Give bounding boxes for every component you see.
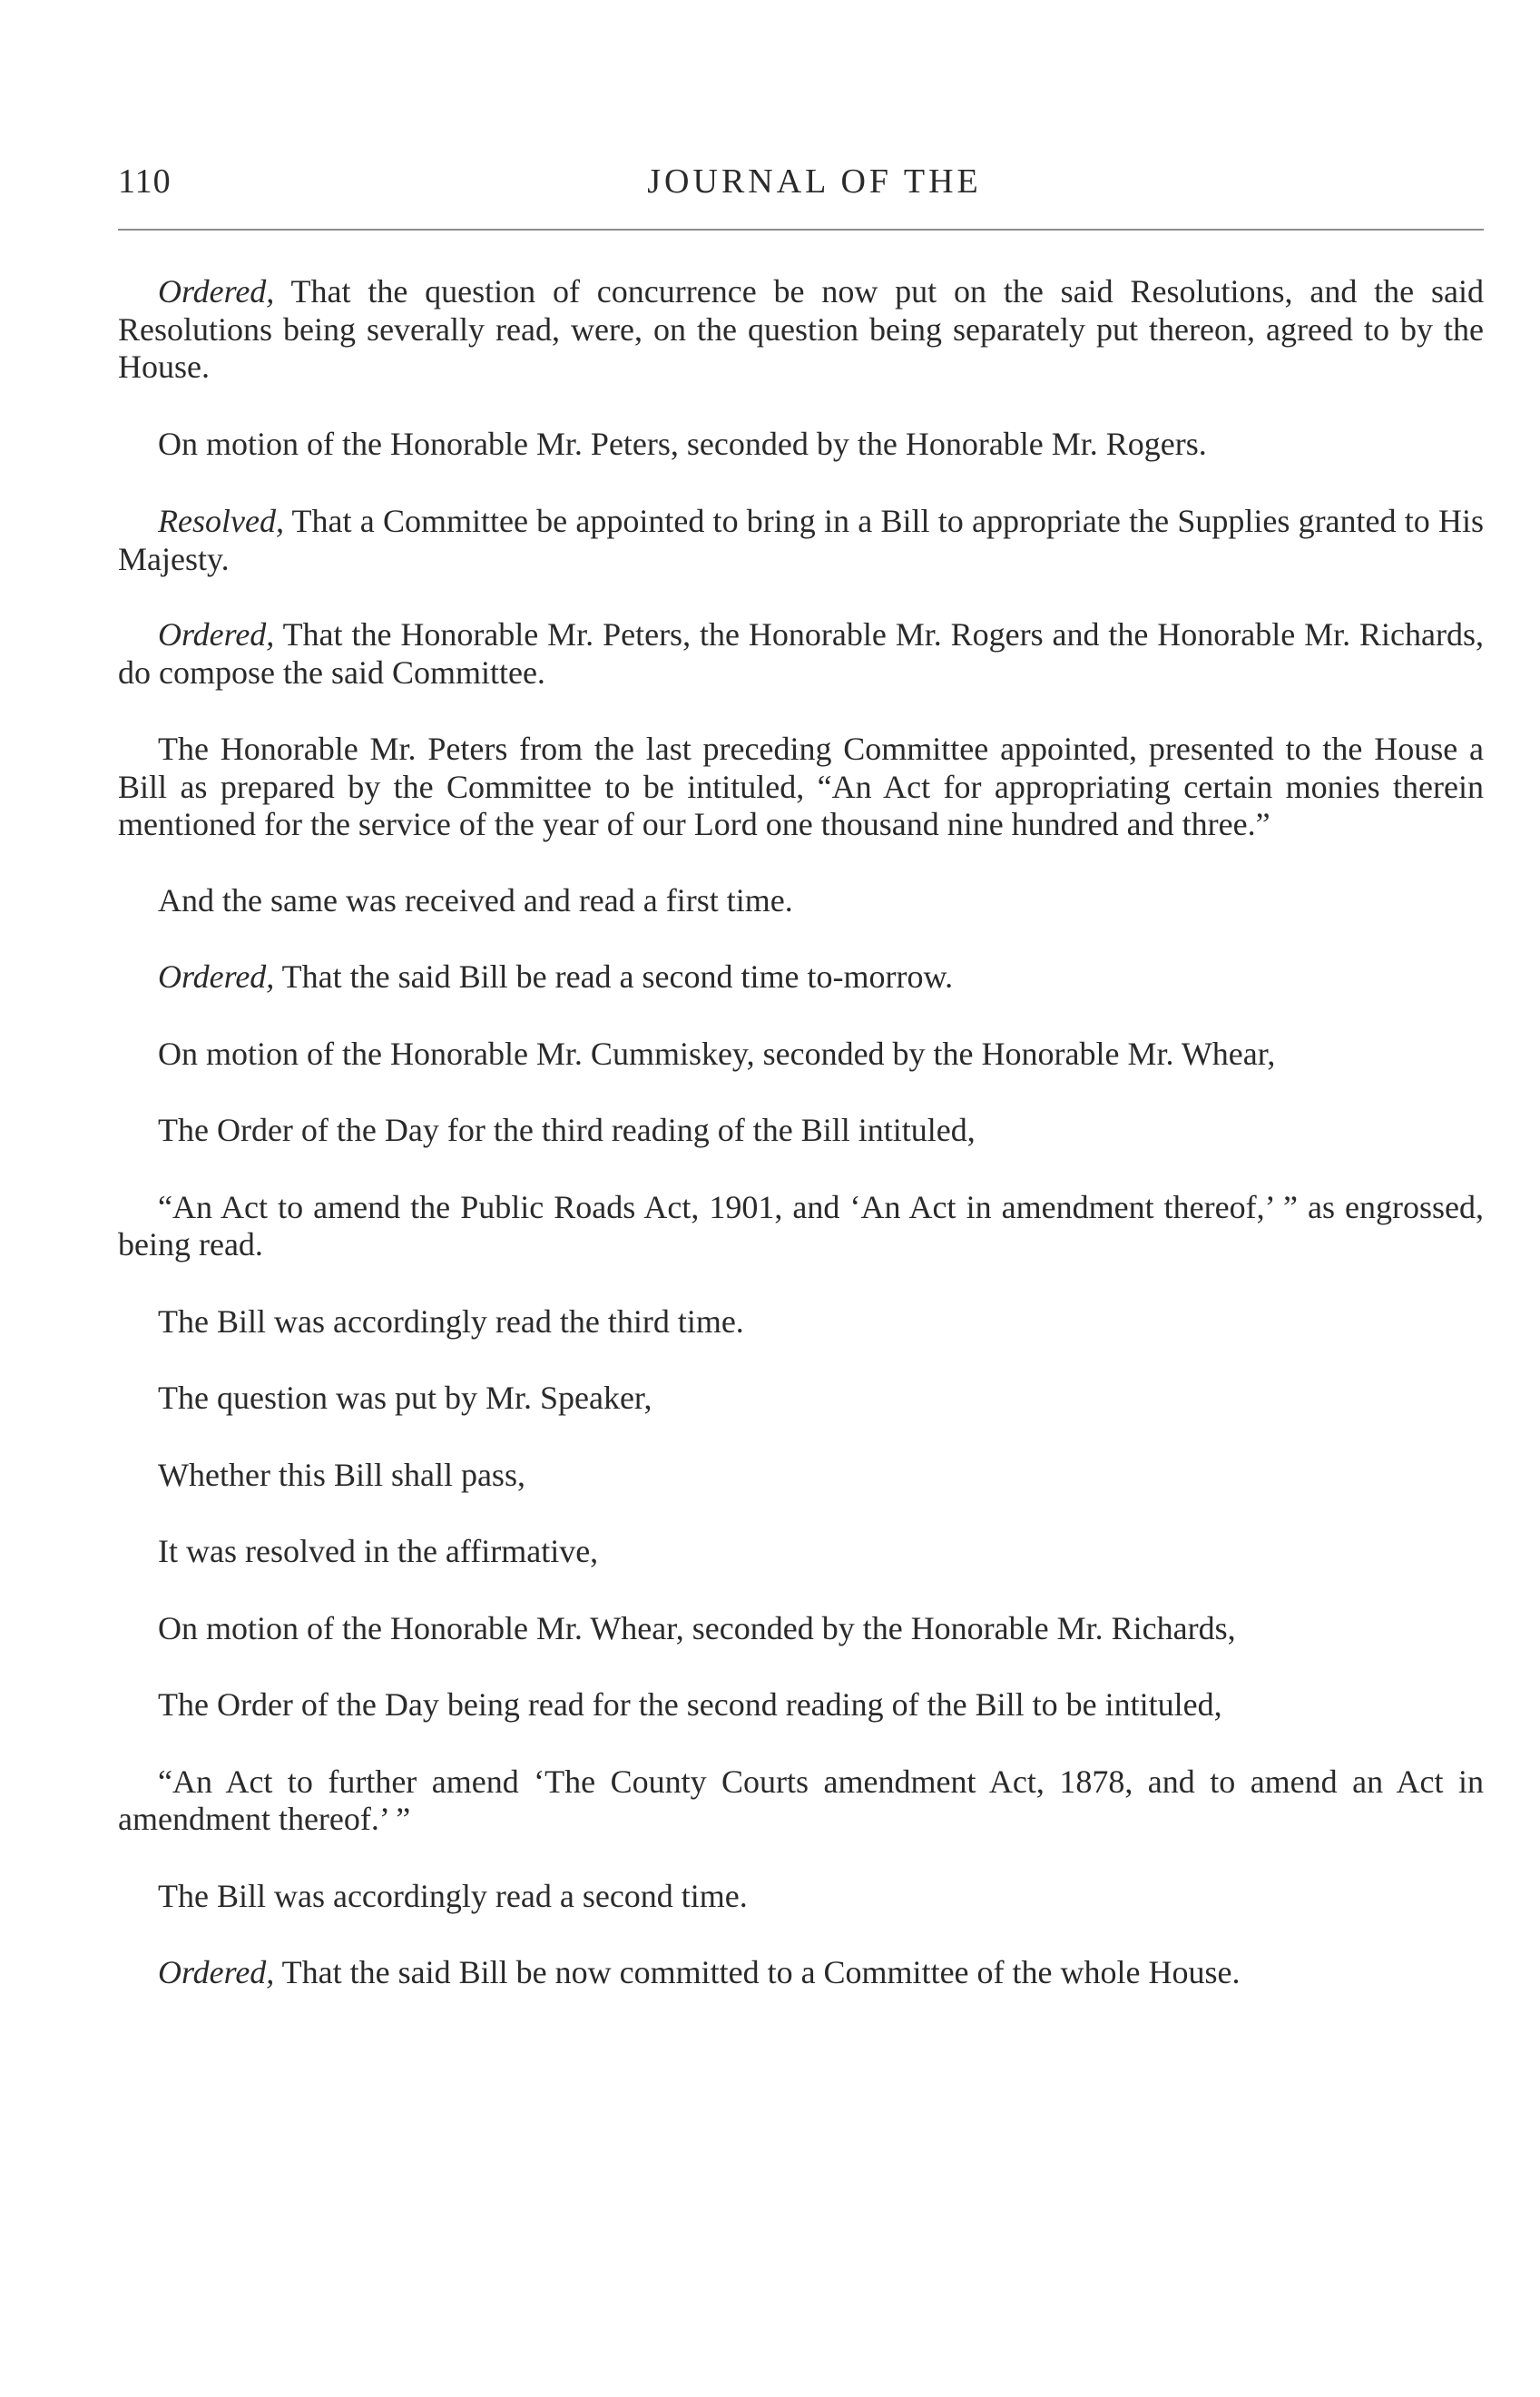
paragraph-text: The question was put by Mr. Speaker, [158,1380,652,1416]
paragraph-text: The Order of the Day being read for the second reading of the Bill to be intituled, [158,1686,1222,1723]
paragraph-question-put [118,1380,1484,1418]
paragraph-ordered-committed [118,1954,1484,1992]
paragraph-text: Whether this Bill shall pass, [158,1456,525,1493]
paragraph-text: It was resolved in the affirmative, [158,1533,599,1569]
paragraph-text: The Bill was accordingly read the third time. [158,1302,744,1340]
paragraph-motion-whear [118,1610,1484,1648]
paragraph-resolved-affirmative [118,1533,1484,1571]
paragraph-second-time [118,1878,1484,1916]
paragraph-lead: Ordered, [158,616,275,653]
paragraph-lead: Ordered, [158,273,275,309]
paragraph-public-roads-act [118,1189,1484,1264]
paragraph-text: The Bill was accordingly read a second time. [158,1877,748,1914]
paragraph-third-time [118,1303,1484,1341]
paragraph-text: That the said Bill be now committed to a Committee of the whole House. [274,1954,1241,1990]
paragraph-text: “An Act to amend the Public Roads Act, 1901, and ‘An Act in amendment thereof,’ ” as engrossed, being read. [118,1188,1484,1262]
running-head [118,162,1484,212]
paragraph-ordered-concurrence [118,273,1484,387]
paragraph-order-second-reading [118,1686,1484,1724]
paragraph-text: That the said Bill be read a second time to-morrow. [274,958,954,995]
paragraph-text: That the question of concurrence be now put on the said Resolutions, and the said Resolutions being severally read, were, on the question being separately put thereon, agreed to by the House. [118,273,1484,385]
paragraph-motion-cummiskey [118,1036,1484,1074]
paragraph-text: On motion of the Honorable Mr. Peters, seconded by the Honorable Mr. Rogers. [158,425,1207,462]
paragraph-bill-presented [118,731,1484,844]
paragraph-ordered-second-reading [118,958,1484,997]
journal-title: JOURNAL OF THE [647,162,982,201]
paragraph-lead: Resolved, [158,503,284,539]
header-rule [118,229,1484,231]
paragraph-county-courts-act [118,1763,1484,1839]
paragraph-lead: Ordered, [158,958,275,995]
paragraph-text: On motion of the Honorable Mr. Whear, seconded by the Honorable Mr. Richards, [158,1609,1236,1646]
paragraph-resolved-committee [118,503,1484,578]
paragraph-whether-pass [118,1457,1484,1495]
paragraph-text: That the Honorable Mr. Peters, the Honorable Mr. Rogers and the Honorable Mr. Richards, do compose the said Committee. [118,616,1484,691]
paragraph-text: And the same was received and read a first time. [158,881,793,919]
paragraph-lead: Ordered, [158,1954,275,1990]
paragraph-text: The Order of the Day for the third reading of the Bill intituled, [158,1112,976,1148]
page-number: 110 [118,162,172,201]
paragraph-text: On motion of the Honorable Mr. Cummiskey, seconded by the Honorable Mr. Whear, [158,1035,1276,1072]
paragraph-motion-peters [118,426,1484,464]
paragraph-text: That a Committee be appointed to bring in a Bill to appropriate the Supplies granted to His Majesty. [118,503,1484,577]
paragraph-text: “An Act to further amend ‘The County Courts amendment Act, 1878, and to amend an Act in amendment thereof.’ ” [118,1763,1484,1837]
journal-body [118,273,1484,1992]
paragraph-text: The Honorable Mr. Peters from the last preceding Committee appointed, presented to the House a Bill as prepared by the Committee to be intituled, “An Act for appropriating certain monies therein mentioned for the service of the year of our Lord one thousand nine hundred and three.” [118,731,1484,842]
paragraph-ordered-composition [118,616,1484,692]
paragraph-order-third-reading [118,1112,1484,1150]
paragraph-first-reading [118,882,1484,920]
